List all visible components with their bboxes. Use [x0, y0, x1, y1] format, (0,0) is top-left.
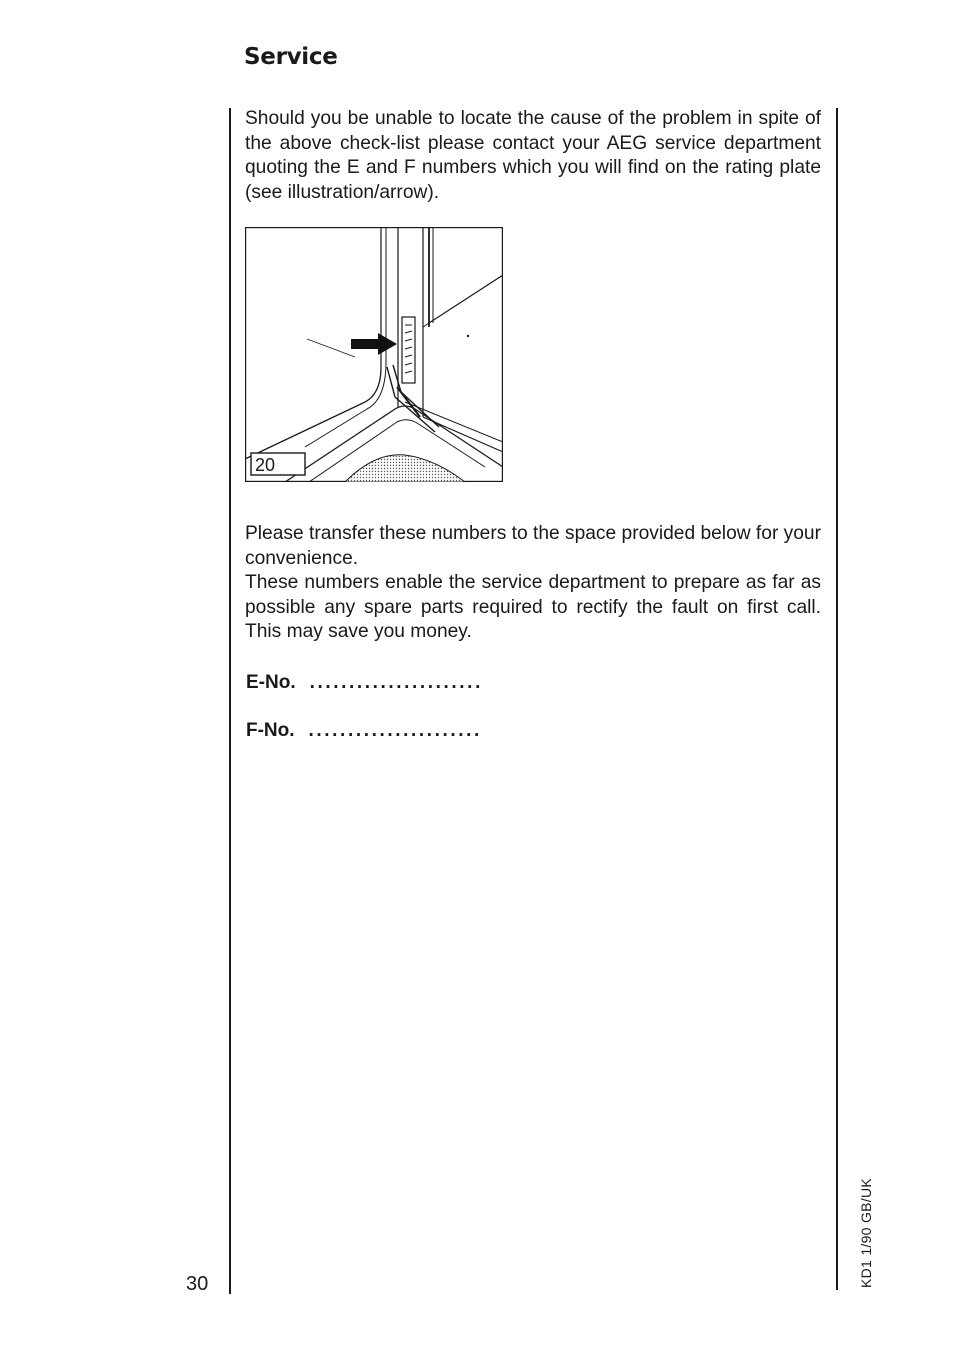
document-code: KD1 1/90 GB/UK: [858, 1177, 874, 1288]
rating-plate-illustration: [245, 227, 503, 482]
f-number-field: [246, 720, 482, 742]
f-number-label: F-No.: [246, 720, 295, 741]
right-margin-rule: [836, 108, 838, 1290]
e-number-field: [246, 672, 483, 694]
e-number-blank: ......................: [309, 672, 483, 693]
transfer-sentence: Please transfer these numbers to the space provided below for your convenience.: [245, 523, 821, 569]
purpose-sentence: These numbers enable the service department to prepare as far as possible any spare parts required to rectify the fault on first call. This may save you money.: [245, 572, 821, 642]
f-number-blank: ......................: [308, 720, 482, 741]
left-margin-rule: [229, 108, 231, 1294]
page-number: 30: [186, 1273, 209, 1295]
intro-paragraph: Should you be unable to locate the cause of the problem in spite of the above check-list please contact your AEG service department quoting the E and F numbers which you will find on the rating plate (see illustration/arrow).: [245, 108, 821, 203]
figure-label: 20: [255, 455, 276, 475]
e-number-label: E-No.: [246, 672, 296, 693]
page-title: Service: [244, 44, 338, 70]
transfer-paragraph: [245, 522, 821, 645]
